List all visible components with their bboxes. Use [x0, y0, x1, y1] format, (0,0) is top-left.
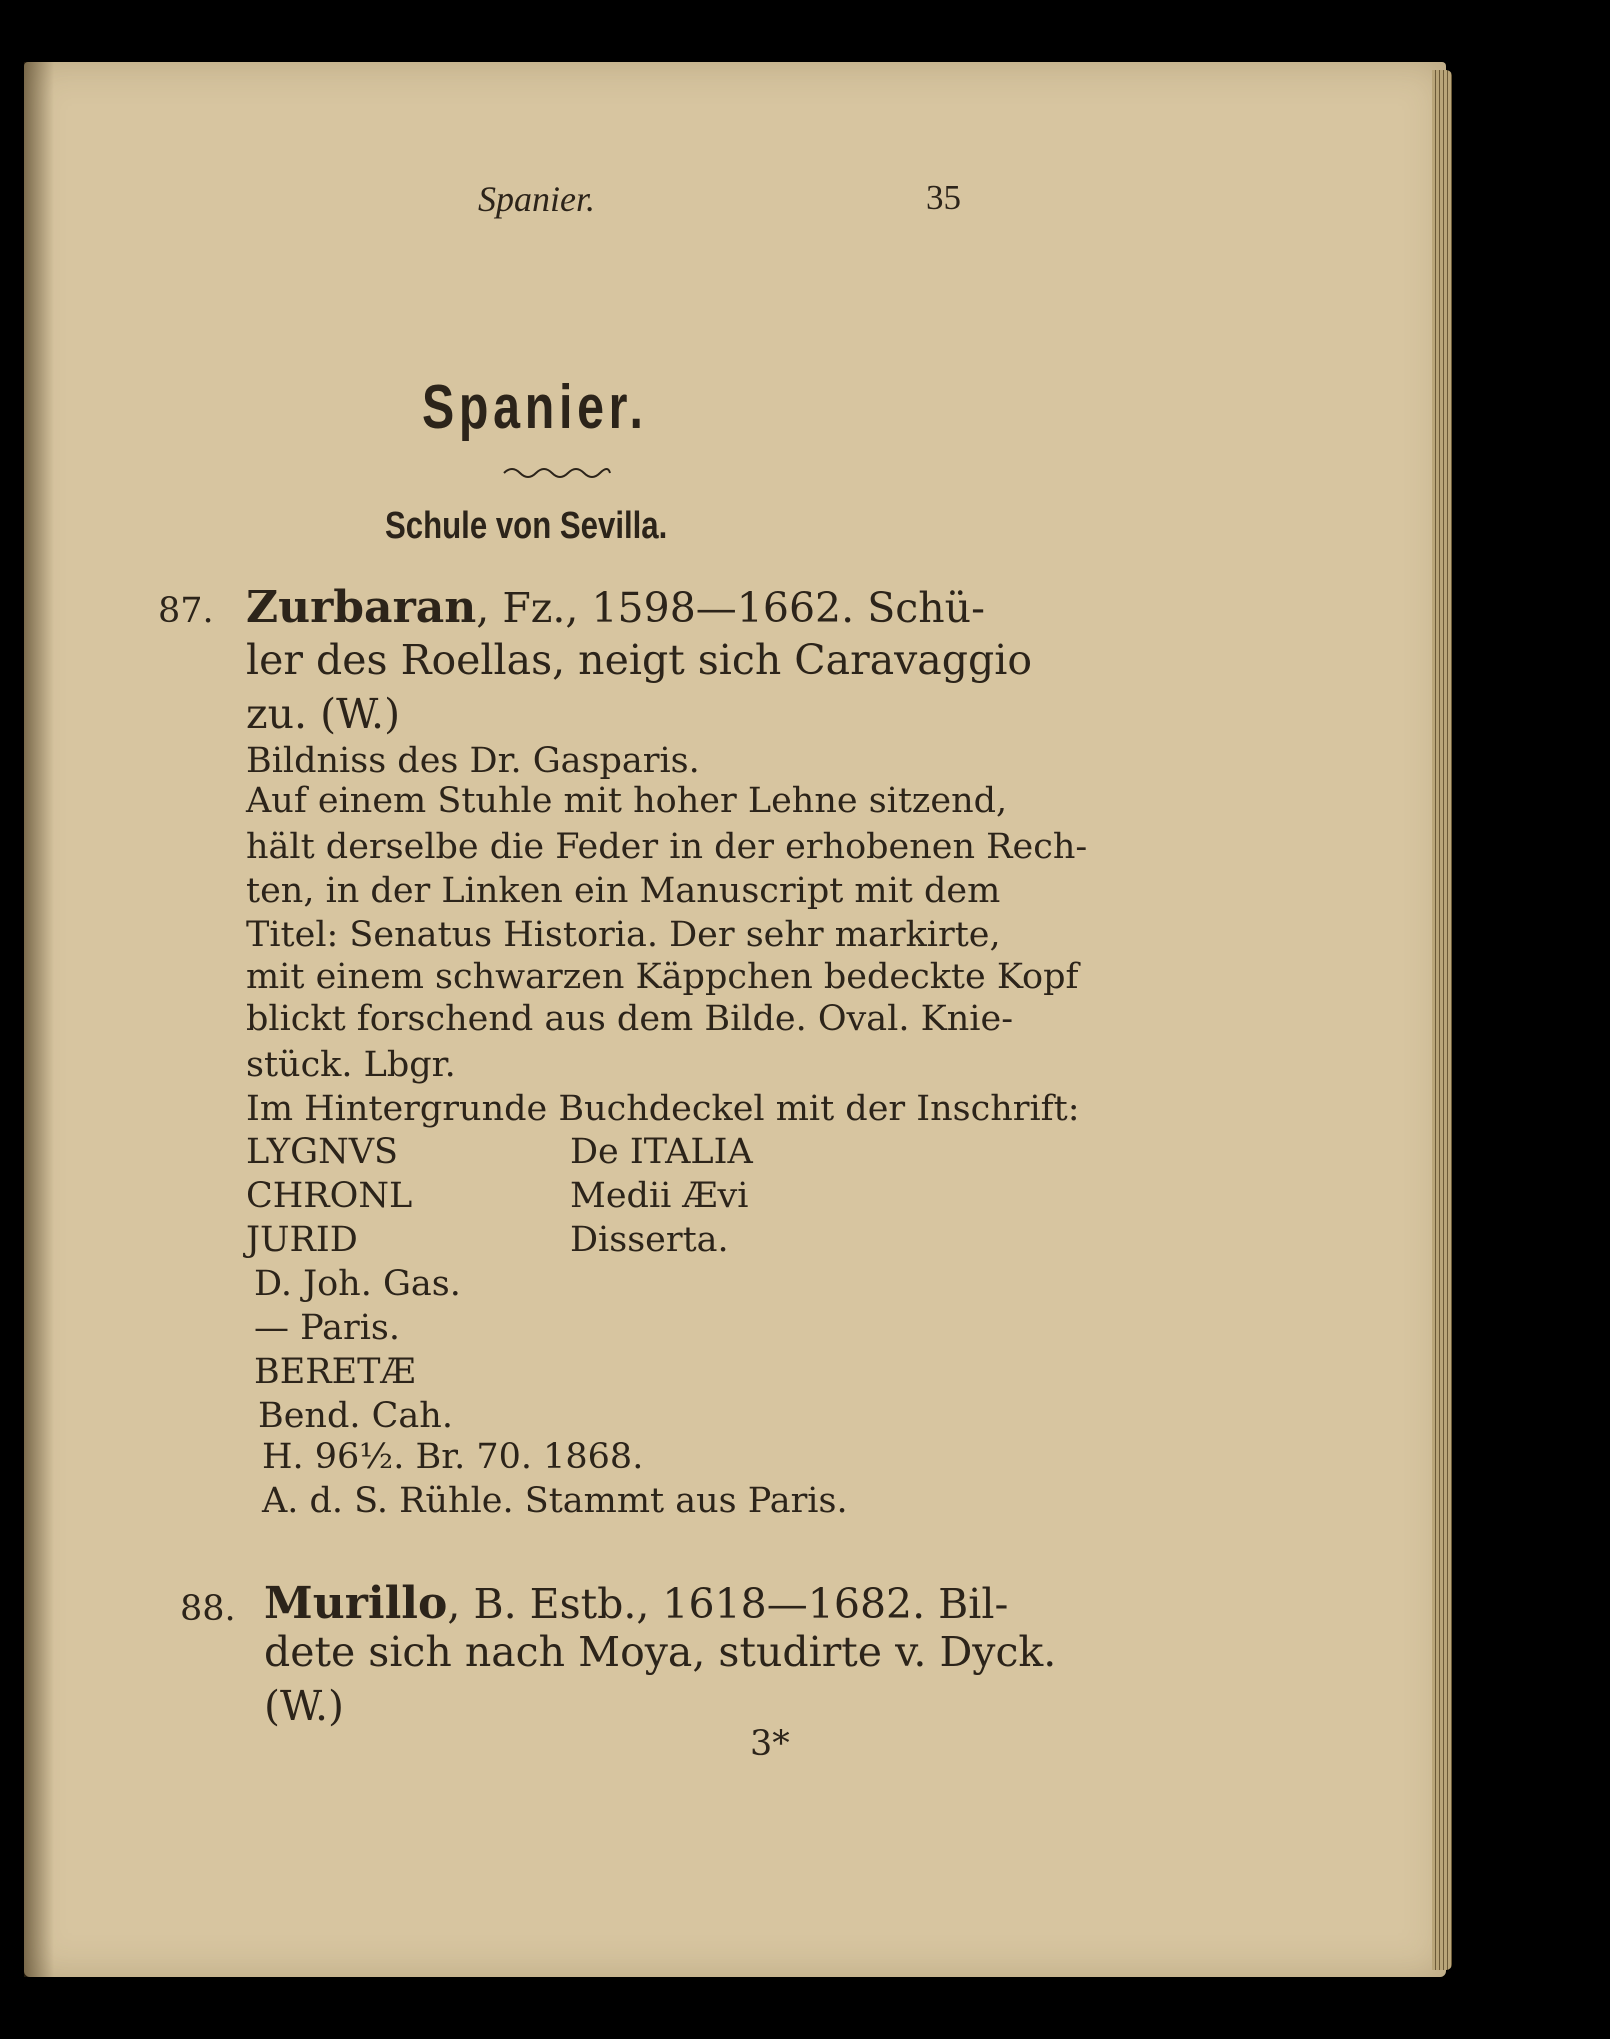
- description-line: Auf einem Stuhle mit hoher Lehne sitzend,: [246, 781, 1008, 821]
- entry-heading-line: [264, 1578, 1008, 1629]
- subsection-title: Schule von Sevilla.: [385, 505, 668, 547]
- signature-mark: 3*: [750, 1724, 790, 1764]
- description-line: hält derselbe die Feder in der erhobenen Rech-: [246, 827, 1088, 867]
- description-line: Im Hintergrunde Buchdeckel mit der Inschrift:: [246, 1089, 1080, 1129]
- running-title: Spanier.: [478, 179, 595, 219]
- page-number: 35: [926, 178, 961, 217]
- provenance: A. d. S. Rühle. Stammt aus Paris.: [262, 1481, 848, 1521]
- entry-number: 88.: [180, 1589, 236, 1629]
- ornament-swash: [502, 465, 612, 481]
- inscription-left: JURID: [246, 1220, 358, 1260]
- section-title: Spanier.: [422, 373, 648, 442]
- artist-name: Zurbaran: [246, 582, 477, 633]
- page-edges: [1432, 70, 1452, 1970]
- inscription-left: D. Joh. Gas.: [254, 1264, 461, 1304]
- inscription-right: Medii Ævi: [570, 1176, 749, 1216]
- artist-name: Murillo: [264, 1578, 448, 1629]
- description-line: ten, in der Linken ein Manuscript mit dem: [246, 871, 1001, 911]
- artist-details: , B. Estb., 1618—1682. Bil-: [447, 1580, 1009, 1628]
- spine-shadow: [24, 62, 54, 1977]
- description-line: stück. Lbgr.: [246, 1045, 456, 1085]
- inscription-left: — Paris.: [254, 1308, 400, 1348]
- inscription-left: Bend. Cah.: [258, 1396, 453, 1436]
- artist-bio-line: ler des Roellas, neigt sich Caravaggio: [246, 636, 1033, 684]
- artist-details: , Fz., 1598—1662. Schü-: [476, 584, 985, 632]
- entry-heading-line: [246, 582, 985, 633]
- inscription-left: BERETÆ: [254, 1352, 416, 1392]
- description-line: blickt forschend aus dem Bilde. Oval. Knie-: [246, 999, 1014, 1039]
- artist-bio-line: zu. (W.): [246, 690, 401, 738]
- description-line: Titel: Senatus Historia. Der sehr markirte,: [246, 915, 1001, 955]
- inscription-left: LYGNVS: [246, 1132, 398, 1172]
- description-line: mit einem schwarzen Käppchen bedeckte Kopf: [246, 957, 1079, 997]
- inscription-right: Disserta.: [570, 1220, 729, 1260]
- inscription-left: CHRONL: [246, 1176, 413, 1216]
- entry-number: 87.: [158, 591, 214, 631]
- dimensions: H. 96½. Br. 70. 1868.: [262, 1437, 644, 1477]
- work-title: Bildniss des Dr. Gasparis.: [246, 741, 700, 781]
- artist-bio-line: (W.): [264, 1682, 344, 1730]
- artist-bio-line: dete sich nach Moya, studirte v. Dyck.: [264, 1628, 1057, 1676]
- inscription-right: De ITALIA: [570, 1132, 753, 1172]
